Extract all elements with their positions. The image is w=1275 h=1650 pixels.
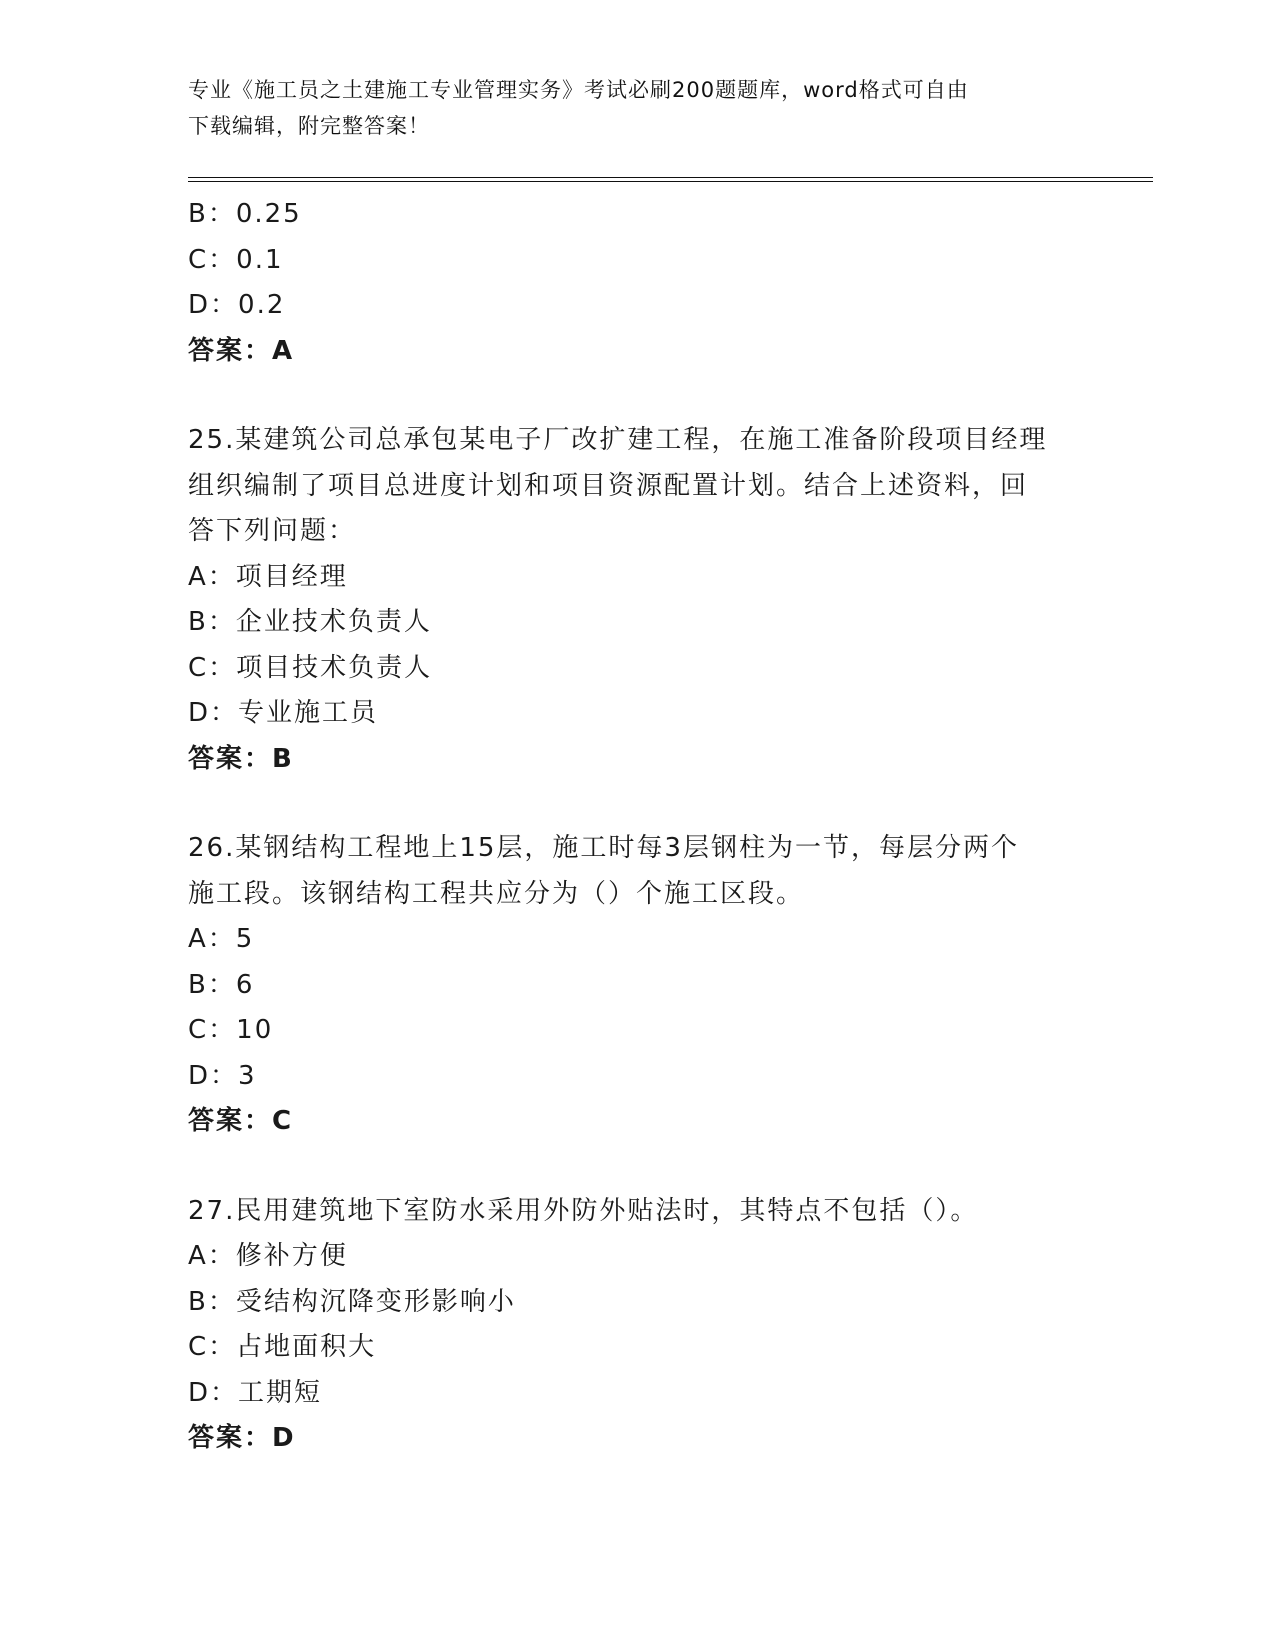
option-b: B：企业技术负责人	[188, 607, 432, 637]
option-d: D：工期短	[188, 1377, 323, 1408]
stem-line: 26.某钢结构工程地上15层，施工时每3层钢柱为一节，每层分两个	[188, 833, 1019, 863]
option-b: B：0.25	[188, 199, 302, 229]
question-27	[188, 1189, 1088, 1462]
document-header	[188, 72, 1068, 144]
answer-label: 答案：B	[188, 743, 294, 774]
header-line-2: 下载编辑，附完整答案！	[188, 114, 430, 138]
option-a: A：项目经理	[188, 561, 348, 592]
header-line-1: 专业《施工员之土建施工专业管理实务》考试必刷200题题库，word格式可自由	[188, 78, 969, 102]
option-d: D：专业施工员	[188, 698, 379, 728]
question-stem	[188, 418, 1088, 555]
question-25	[188, 418, 1088, 782]
header-divider-bottom	[188, 181, 1153, 182]
question-stem	[188, 826, 1088, 917]
question-stem	[188, 1189, 1088, 1235]
option-c: C：占地面积大	[188, 1332, 377, 1362]
answer-label: 答案：C	[188, 1106, 294, 1136]
answer-label: 答案：A	[188, 335, 295, 366]
stem-line: 25.某建筑公司总承包某电子厂改扩建工程，在施工准备阶段项目经理	[188, 425, 1048, 455]
stem-line: 答下列问题：	[188, 516, 357, 546]
header-divider-top	[188, 177, 1153, 178]
question-24-continued	[188, 192, 1088, 374]
question-26	[188, 826, 1088, 1145]
answer-label: 答案：D	[188, 1423, 296, 1453]
option-b: B：受结构沉降变形影响小	[188, 1286, 516, 1317]
option-c: C：0.1	[188, 244, 284, 275]
option-c: C：10	[188, 1015, 274, 1045]
option-c: C：项目技术负责人	[188, 652, 433, 683]
stem-line: 27.民用建筑地下室防水采用外防外贴法时，其特点不包括（）。	[188, 1195, 979, 1226]
option-d: D：3	[188, 1060, 257, 1091]
option-d: D：0.2	[188, 290, 286, 320]
option-a: A：修补方便	[188, 1241, 348, 1271]
stem-line: 施工段。该钢结构工程共应分为（）个施工区段。	[188, 878, 805, 909]
question-list	[188, 192, 1088, 1462]
option-b: B：6	[188, 969, 255, 1000]
option-a: A：5	[188, 924, 255, 954]
stem-line: 组织编制了项目总进度计划和项目资源配置计划。结合上述资料，回	[188, 470, 1029, 501]
